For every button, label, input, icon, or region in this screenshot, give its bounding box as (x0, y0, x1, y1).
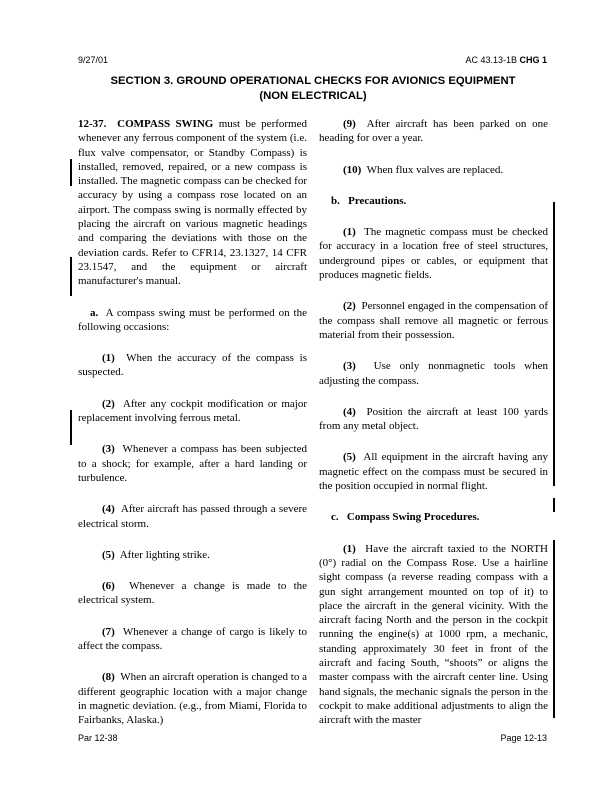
item-text: When an aircraft operation is changed to a different geographic location with a major change in magnetic deviation. (e.g., from Miami, Florida to Fairbanks, Alaska.) (78, 671, 307, 727)
paragraph-text: must be performed whenever any ferrous component of the system (i.e. flux valve compensator, or Standby Compass) is installed, removed, repaired, or a new compass is installed. The magnetic compass can be checked for accuracy by using a compass rose located on an airport. The compass swing is normally effected by placing the aircraft on various magnetic headings and comparing the deviations with those on the deviation cards. Refer to CFR14, 23.1327, 14 CFR 23.1547, and the equipment or aircraft manufacturer's manual. (78, 118, 307, 288)
item-text: After aircraft has been parked on one heading for over a year. (319, 118, 548, 145)
item-number: (4) (343, 405, 356, 418)
list-item (78, 502, 307, 531)
item-text: Use only nonmagnetic tools when adjusting the compass. (319, 360, 548, 387)
header-change: CHG 1 (519, 55, 547, 65)
list-item (319, 117, 548, 146)
subparagraph-label: c. (331, 511, 339, 524)
subparagraph-heading: Precautions. (348, 194, 407, 207)
subparagraph-a (78, 306, 307, 335)
footer-page-number: Page 12-13 (500, 733, 547, 743)
item-text: All equipment in the aircraft having any magnetic effect on the compass must be secured in the position occupied in normal flight. (319, 451, 548, 493)
list-item (78, 442, 307, 485)
item-number: (1) (343, 542, 356, 555)
paragraph-heading: COMPASS SWING (117, 118, 214, 130)
header-date: 9/27/01 (78, 55, 109, 65)
item-number: (8) (102, 671, 115, 684)
item-number: (1) (343, 226, 356, 239)
item-number: (2) (343, 300, 356, 313)
subparagraph-label: a. (90, 306, 99, 319)
list-item (78, 670, 307, 727)
item-number: (2) (102, 397, 115, 410)
item-text: After aircraft has passed through a severe electrical storm. (78, 503, 307, 530)
list-item (78, 579, 307, 608)
item-text: Whenever a compass has been subjected to a shock; for example, after a hard landing or turbulence. (78, 443, 307, 484)
subparagraph-label: b. (331, 194, 340, 207)
item-text: Position the aircraft at least 100 yards from any metal object. (319, 405, 548, 433)
list-item (78, 351, 307, 380)
subparagraph-text: A compass swing must be performed on the following occasions: (78, 306, 307, 333)
header-ac-number (465, 55, 547, 65)
item-text: When flux valves are replaced. (366, 163, 504, 176)
item-number: (4) (102, 503, 115, 516)
change-bar (553, 498, 555, 512)
header-ac-text: AC 43.13-1B (465, 55, 517, 65)
list-item (78, 397, 307, 426)
section-title (78, 74, 548, 103)
item-text: Whenever a change is made to the electrical system. (78, 580, 308, 607)
left-column (78, 117, 307, 745)
item-number: (10) (343, 163, 362, 176)
subparagraph-c (319, 510, 548, 524)
item-number: (5) (102, 548, 115, 561)
list-item (78, 625, 307, 654)
change-bar (70, 159, 72, 186)
subparagraph-heading: Compass Swing Procedures. (346, 511, 480, 524)
item-text: Personnel engaged in the compensation of the compass shall remove all magnetic or ferrous material from their possession. (319, 300, 548, 341)
list-item (319, 359, 548, 388)
item-number: (1) (102, 352, 115, 365)
change-bar (70, 410, 72, 445)
item-number: (7) (102, 625, 115, 638)
item-number: (9) (343, 118, 356, 130)
item-number: (6) (102, 580, 115, 593)
footer-paragraph-ref: Par 12-38 (78, 733, 118, 743)
item-text: After lighting strike. (119, 548, 210, 561)
list-item (78, 548, 307, 562)
item-number: (3) (102, 443, 115, 456)
paragraph-12-37 (78, 117, 307, 289)
subparagraph-b (319, 194, 548, 208)
right-column (319, 117, 548, 745)
item-text: Have the aircraft taxied to the NORTH (0°) radial on the Compass Rose. Use a hairline sight compass (a reverse reading compass with a gun sight arrangement mounted on top of it) to place the aircraft in the general vicinity. With the aircraft facing North and the person in the cockpit running the engine(s) at 1000 rpm, a mechanic, standing approximately 30 feet in front of the aircraft and facing South, “shoots” or aligns the master compass with the aircraft center line. Using hand signals, the mechanic signals the person in the cockpit to make additional adjustments to align the aircraft with the master (319, 542, 548, 727)
item-text: After any cockpit modification or major replacement involving ferrous metal. (78, 397, 307, 425)
list-item (319, 299, 548, 342)
section-title-line2: (NON ELECTRICAL) (259, 89, 367, 102)
list-item (319, 225, 548, 282)
item-text: The magnetic compass must be checked for accuracy in a location free of steel structures, underground pipes or cables, or equipment that produces magnetic fields. (319, 226, 548, 282)
change-bar (70, 257, 72, 296)
change-bar (553, 202, 555, 486)
item-number: (3) (343, 360, 356, 373)
list-item (319, 405, 548, 434)
list-item (319, 163, 548, 177)
list-item (319, 542, 548, 728)
item-number: (5) (343, 451, 356, 464)
item-text: When the accuracy of the compass is suspected. (78, 352, 307, 379)
section-title-line1: SECTION 3. GROUND OPERATIONAL CHECKS FOR AVIONICS EQUIPMENT (110, 75, 516, 87)
change-bar (553, 540, 555, 718)
list-item (319, 450, 548, 493)
item-text: Whenever a change of cargo is likely to affect the compass. (78, 625, 307, 653)
paragraph-number: 12-37. (78, 118, 107, 130)
